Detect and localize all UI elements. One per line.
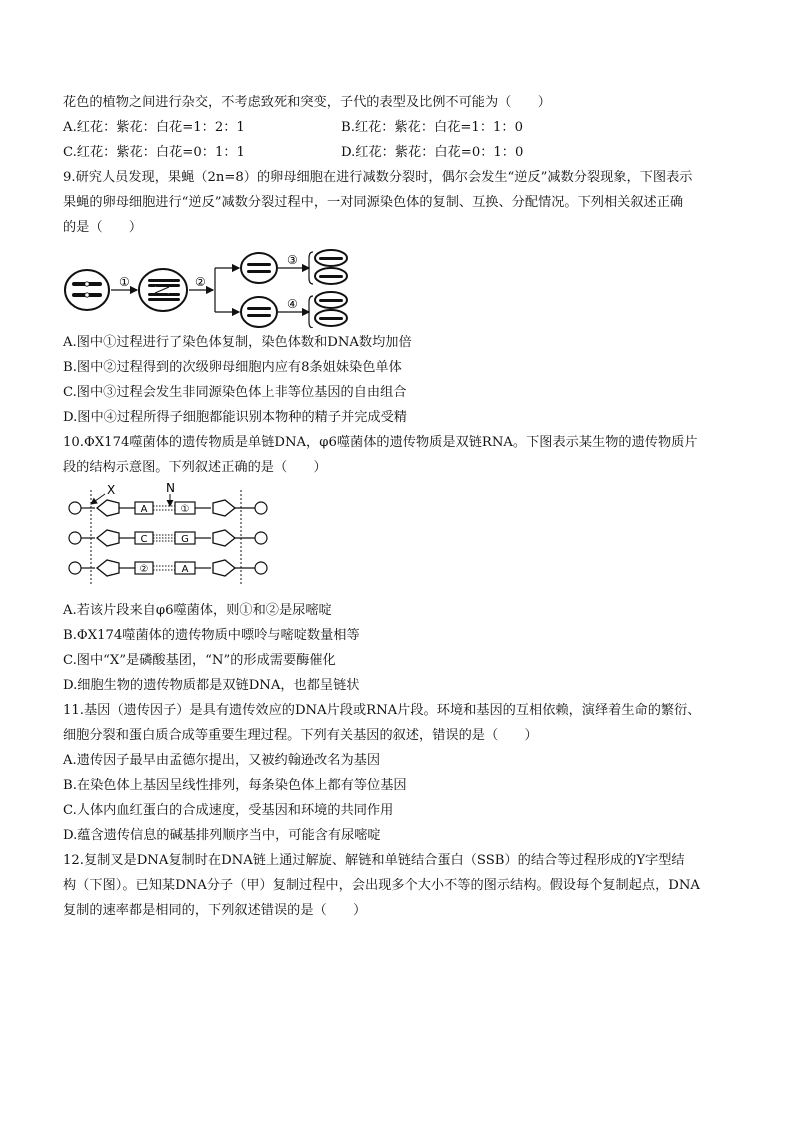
cell-final-1 bbox=[315, 250, 347, 266]
q10-option-b: B.ΦX174噬菌体的遗传物质中嘌呤与嘧啶数量相等 bbox=[63, 628, 360, 643]
q10-stem-line2: 段的结构示意图。下列叙述正确的是（ ） bbox=[63, 460, 327, 475]
sugar-right-2 bbox=[213, 530, 235, 546]
q10-stem-line1: 10.ΦX174噬菌体的遗传物质是单链DNA，φ6噬菌体的遗传物质是双链RNA。下图表示某生物的遗传物质片 bbox=[63, 435, 698, 450]
phosphate-left-3 bbox=[69, 562, 81, 574]
q10-option-c: C.图中“X”是磷酸基团，“N”的形成需要酶催化 bbox=[63, 653, 336, 668]
q10-option-a: A.若该片段来自φ6噬菌体，则①和②是尿嘧啶 bbox=[63, 603, 332, 618]
meiosis-diagram bbox=[63, 246, 363, 328]
cell-final-2 bbox=[315, 268, 347, 284]
label-step1: ① bbox=[119, 275, 130, 289]
cell-replicated bbox=[139, 269, 187, 311]
q12-stem-line3: 复制的速率都是相同的，下列叙述错误的是（ ） bbox=[63, 903, 367, 918]
pair-row-2 bbox=[69, 530, 267, 546]
q8-option-a: A.红花：紫花：白花=1：2：1 bbox=[63, 120, 245, 135]
sugar-left-2 bbox=[97, 530, 119, 546]
label-step3: ③ bbox=[287, 253, 298, 267]
label-step4: ④ bbox=[287, 297, 298, 311]
q12-stem-line2: 构（下图）。已知某DNA分子（甲）复制过程中，会出现多个大小不等的图示结构。假设每个复制起点，DNA bbox=[63, 878, 700, 893]
base-label-g: G bbox=[181, 534, 189, 545]
sugar-left-3 bbox=[97, 560, 119, 576]
q9-option-c: C.图中③过程会发生非同源染色体上非等位基因的自由组合 bbox=[63, 385, 407, 400]
phosphate-right-1 bbox=[255, 502, 267, 514]
q11-option-c: C.人体内血红蛋白的合成速度，受基因和环境的共同作用 bbox=[63, 803, 394, 818]
nucleic-acid-diagram bbox=[63, 482, 283, 594]
q12-stem-line1: 12.复制叉是DNA复制时在DNA链上通过解旋、解链和单链结合蛋白（SSB）的结合等过程形成的Y字型结 bbox=[63, 853, 685, 868]
q11-option-d: D.蕴含遗传信息的碱基排列顺序当中，可能含有尿嘧啶 bbox=[63, 828, 381, 843]
sugar-right-1 bbox=[213, 500, 235, 516]
label-x: X bbox=[107, 483, 116, 497]
cell-final-3 bbox=[315, 292, 347, 308]
q9-stem-line2: 果蝇的卵母细胞进行“逆反”减数分裂过程中，一对同源染色体的复制、互换、分配情况。下列相关叙述正确 bbox=[63, 195, 684, 210]
pair-row-1 bbox=[69, 500, 267, 516]
q11-option-b: B.在染色体上基因呈线性排列，每条染色体上都有等位基因 bbox=[63, 778, 407, 793]
cell-secondary-top bbox=[241, 253, 277, 283]
q8-options-row2 bbox=[63, 140, 735, 165]
q11-stem-line2: 细胞分裂和蛋白质合成等重要生理过程。下列有关基因的叙述，错误的是（ ） bbox=[63, 728, 538, 743]
exam-page bbox=[63, 90, 735, 923]
q8-stem-tail: 花色的植物之间进行杂交，不考虑致死和突变，子代的表型及比例不可能为（ ） bbox=[63, 95, 551, 110]
phosphate-right-2 bbox=[255, 532, 267, 544]
base-label-1: ① bbox=[180, 504, 190, 515]
q9-stem-line1: 9.研究人员发现，果蝇（2n=8）的卵母细胞在进行减数分裂时，偶尔会发生“逆反”减数分裂现象，下图表示 bbox=[63, 170, 693, 185]
phosphate-left-1 bbox=[69, 502, 81, 514]
sugar-left-1 bbox=[97, 500, 119, 516]
q8-options-row1 bbox=[63, 115, 735, 140]
base-label-a-3: A bbox=[181, 564, 189, 575]
q10-option-d: D.细胞生物的遗传物质都是双链DNA，也都呈链状 bbox=[63, 678, 360, 693]
base-label-a-1: A bbox=[140, 504, 148, 515]
q9-option-d: D.图中④过程所得子细胞都能识别本物种的精子并完成受精 bbox=[63, 410, 407, 425]
q8-option-b: B.红花：紫花：白花=1：1：0 bbox=[341, 120, 523, 135]
q8-option-c: C.红花：紫花：白花=0：1：1 bbox=[63, 145, 245, 160]
q9-stem-line3: 的是（ ） bbox=[63, 220, 143, 235]
q8-option-d: D.红花：紫花：白花=0：1：0 bbox=[341, 145, 524, 160]
base-label-c: C bbox=[140, 534, 148, 545]
q11-option-a: A.遗传因子最早由孟德尔提出，又被约翰逊改名为基因 bbox=[63, 753, 381, 768]
q9-option-a: A.图中①过程进行了染色体复制，染色体数和DNA数均加倍 bbox=[63, 335, 412, 350]
phosphate-left-2 bbox=[69, 532, 81, 544]
q11-stem-line1: 11.基因（遗传因子）是具有遗传效应的DNA片段或RNA片段。环境和基因的互相依赖，演绎着生命的繁衍、 bbox=[63, 703, 701, 718]
sugar-right-3 bbox=[213, 560, 235, 576]
phosphate-right-3 bbox=[255, 562, 267, 574]
cell-secondary-bottom bbox=[241, 297, 277, 327]
label-n: N bbox=[166, 482, 175, 495]
label-step2: ② bbox=[195, 275, 206, 289]
cell-final-4 bbox=[315, 310, 347, 326]
pair-row-3 bbox=[69, 560, 267, 576]
base-label-2: ② bbox=[139, 564, 149, 575]
q9-option-b: B.图中②过程得到的次级卵母细胞内应有8条姐妹染色单体 bbox=[63, 360, 402, 375]
cell-initial bbox=[65, 270, 109, 310]
